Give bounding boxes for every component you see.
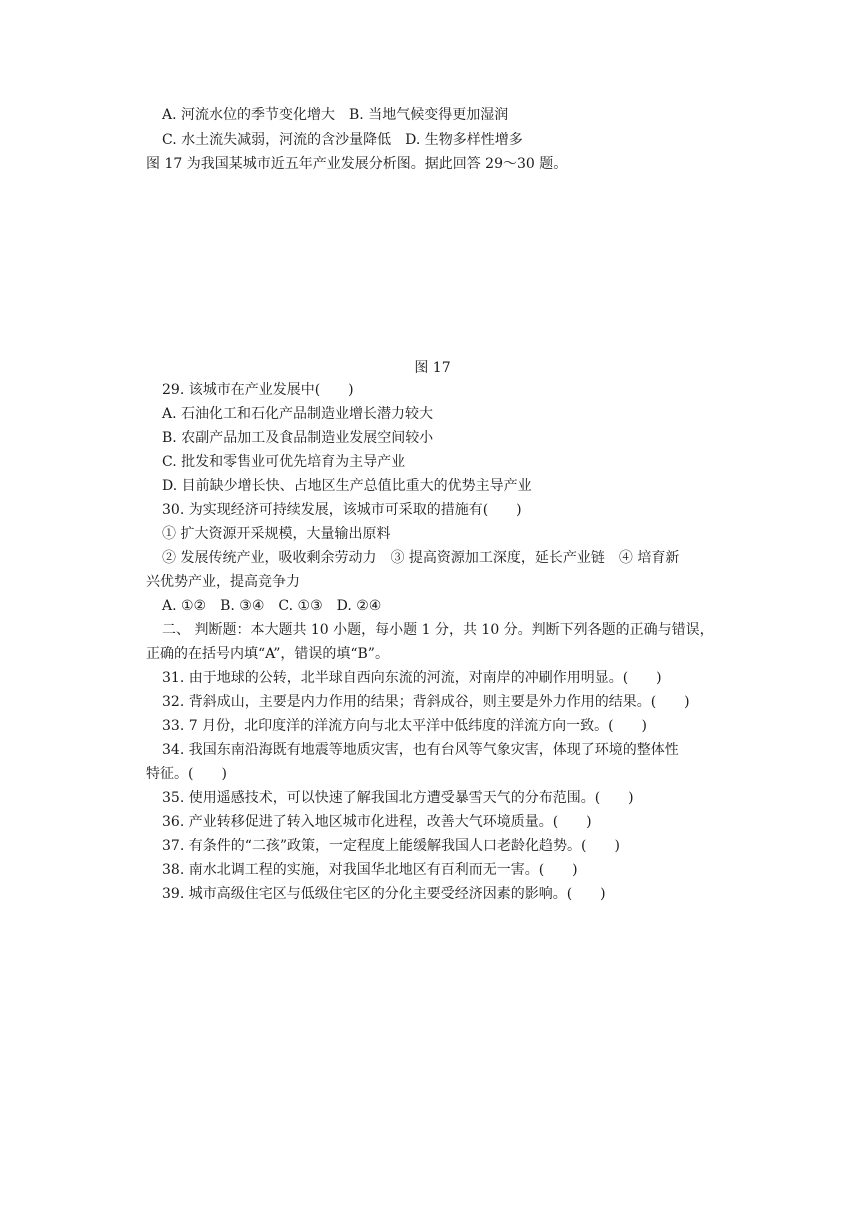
q30-measure-1: ① 扩大资源开采规模，大量输出原料: [162, 526, 391, 542]
question-29: 29. 该城市在产业发展中( ): [162, 382, 354, 398]
question-35: 35. 使用遥感技术，可以快速了解我国北方遭受暴雪天气的分布范围。( ): [162, 790, 634, 806]
question-34-cont: 特征。( ): [146, 766, 227, 782]
section-judge-instr: 正确的在括号内填“A”，错误的填“B”。: [146, 646, 389, 662]
option-line-28-cd: C. 水土流失减弱，河流的含沙量降低 D. 生物多样性增多: [162, 132, 523, 148]
q29-option-d: D. 目前缺少增长快、占地区生产总值比重大的优势主导产业: [162, 478, 532, 494]
figure-17-chart: [296, 180, 598, 352]
q29-option-c: C. 批发和零售业可优先培育为主导产业: [162, 454, 406, 470]
q29-option-b: B. 农副产品加工及食品制造业发展空间较小: [162, 430, 434, 446]
question-32: 32. 背斜成山，主要是内力作用的结果；背斜成谷，则主要是外力作用的结果。( ): [162, 694, 690, 710]
q30-measures-2-4: ② 发展传统产业，吸收剩余劳动力 ③ 提高资源加工深度，延长产业链 ④ 培育新: [162, 550, 680, 566]
q30-options: A. ①② B. ③④ C. ①③ D. ②④: [162, 598, 382, 614]
question-39: 39. 城市高级住宅区与低级住宅区的分化主要受经济因素的影响。( ): [162, 886, 606, 902]
q29-option-a: A. 石油化工和石化产品制造业增长潜力较大: [162, 406, 434, 422]
question-34: 34. 我国东南沿海既有地震等地质灾害，也有台风等气象灾害，体现了环境的整体性: [162, 742, 679, 758]
q30-measures-cont: 兴优势产业，提高竞争力: [146, 574, 300, 590]
option-line-28-ab: A. 河流水位的季节变化增大 B. 当地气候变得更加湿润: [162, 107, 509, 123]
question-37: 37. 有条件的“二孩”政策，一定程度上能缓解我国人口老龄化趋势。( ): [162, 838, 620, 854]
question-38: 38. 南水北调工程的实施，对我国华北地区有百利而无一害。( ): [162, 862, 578, 878]
question-33: 33. 7 月份，北印度洋的洋流方向与北太平洋中低纬度的洋流方向一致。( ): [162, 718, 647, 734]
scatter-chart: [296, 180, 598, 352]
section-judge-title: 二、 判断题：本大题共 10 小题，每小题 1 分，共 10 分。判断下列各题的正确与错误，: [162, 622, 714, 638]
question-36: 36. 产业转移促进了转入地区城市化进程，改善大气环境质量。( ): [162, 814, 592, 830]
figure-caption: 图 17: [414, 360, 451, 376]
question-30: 30. 为实现经济可持续发展，该城市可采取的措施有( ): [162, 502, 522, 518]
question-31: 31. 由于地球的公转，北半球自西向东流的河流，对南岸的冲刷作用明显。( ): [162, 670, 662, 686]
figure-intro: 图 17 为我国某城市近五年产业发展分析图。据此回答 29～30 题。: [146, 156, 568, 172]
